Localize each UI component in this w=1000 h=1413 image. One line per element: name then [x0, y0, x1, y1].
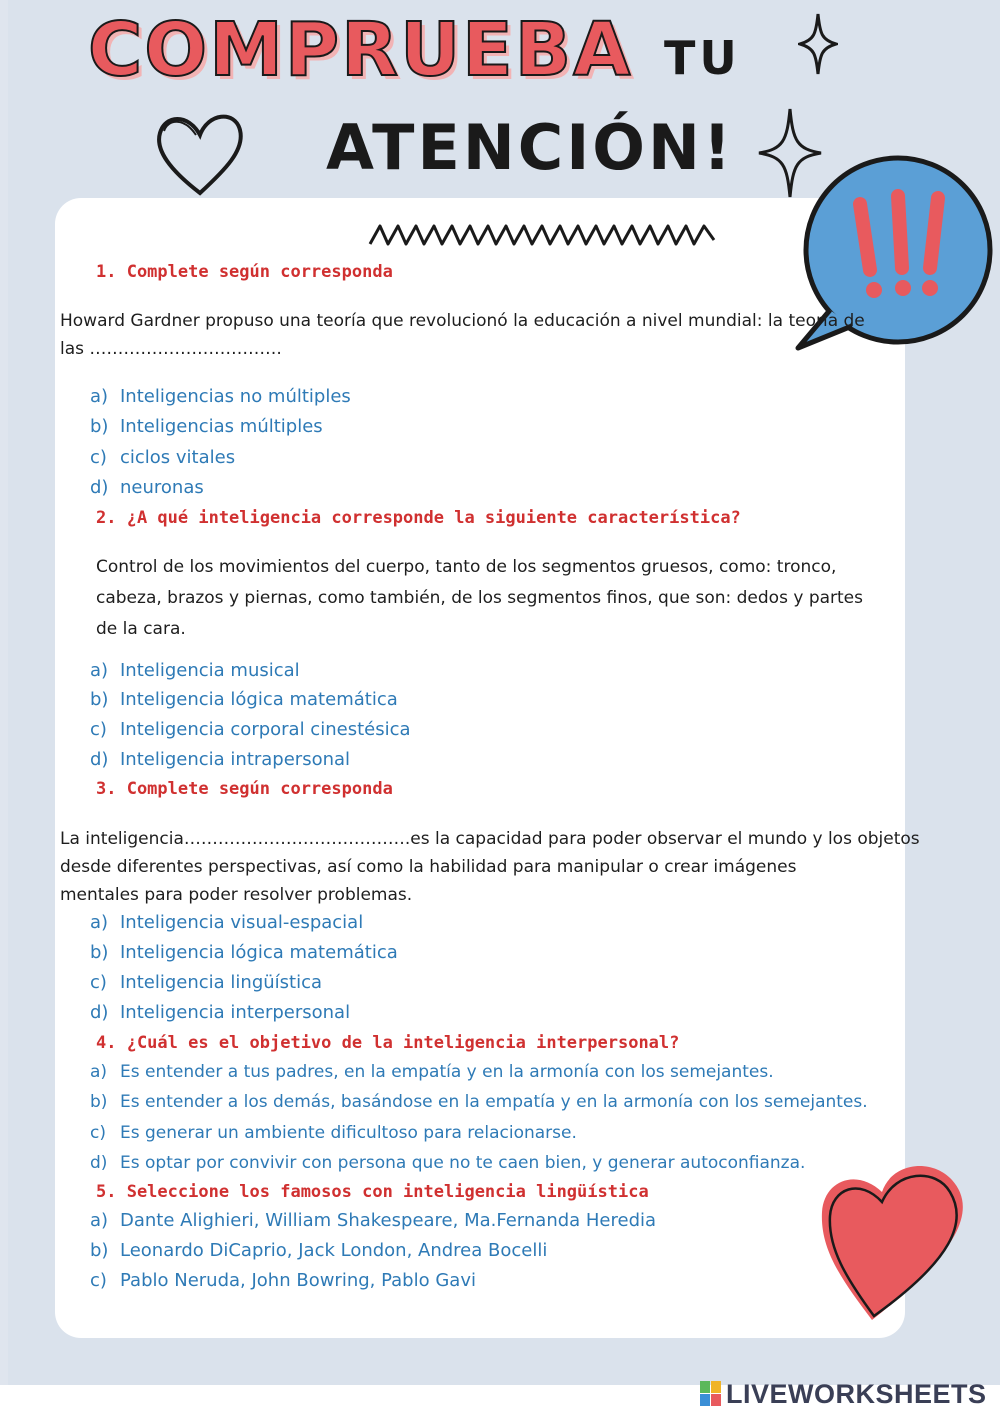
- text-line: desde diferentes perspectivas, así como la habilidad para manipular o crear imágenes: [60, 857, 797, 877]
- option-4b[interactable]: [90, 1090, 868, 1114]
- question-2-title: 2. ¿A qué inteligencia corresponde la siguiente característica?: [96, 508, 741, 528]
- option-1c[interactable]: [90, 446, 235, 470]
- option-2b[interactable]: [90, 688, 398, 712]
- heart-outline-icon: [150, 105, 250, 200]
- option-1d[interactable]: [90, 476, 204, 500]
- option-letter: d): [90, 477, 109, 498]
- question-1-title: 1. Complete según corresponda: [96, 262, 393, 282]
- option-letter: a): [90, 1210, 109, 1231]
- option-letter: c): [90, 447, 107, 468]
- option-text: Es generar un ambiente dificultoso para relacionarse.: [120, 1123, 577, 1143]
- option-text: Inteligencia lógica matemática: [120, 942, 398, 963]
- title-comprueba: COMPRUEBA: [88, 7, 633, 93]
- question-3-text: [60, 825, 920, 909]
- option-1a[interactable]: [90, 385, 351, 409]
- option-letter: c): [90, 1123, 106, 1143]
- heart-icon: [812, 1150, 992, 1330]
- option-2c[interactable]: [90, 718, 411, 742]
- option-3d[interactable]: [90, 1001, 350, 1025]
- squiggle-divider: [368, 220, 718, 250]
- question-3-title: 3. Complete según corresponda: [96, 779, 393, 799]
- option-text: Inteligencias no múltiples: [120, 386, 351, 407]
- option-text: Leonardo DiCaprio, Jack London, Andrea Bocelli: [120, 1240, 548, 1261]
- option-1b[interactable]: [90, 415, 323, 439]
- option-text: ciclos vitales: [120, 447, 236, 468]
- option-3a[interactable]: [90, 911, 363, 935]
- option-3c[interactable]: [90, 971, 322, 995]
- option-4a[interactable]: [90, 1060, 774, 1084]
- liveworksheets-text: LIVEWORKSHEETS: [726, 1378, 987, 1409]
- title-atencion: ATENCIÓN!: [326, 111, 735, 184]
- option-letter: d): [90, 1153, 108, 1173]
- title-tu: TU: [664, 31, 741, 85]
- option-letter: b): [90, 689, 109, 710]
- option-text: Inteligencia intrapersonal: [120, 749, 351, 770]
- question-1-text: [60, 307, 865, 363]
- option-letter: b): [90, 1240, 109, 1261]
- option-text: neuronas: [120, 477, 204, 498]
- option-text: Inteligencia lógica matemática: [120, 689, 398, 710]
- text-line: de la cara.: [96, 619, 186, 639]
- option-letter: c): [90, 972, 107, 993]
- option-letter: b): [90, 416, 109, 437]
- option-5b[interactable]: [90, 1239, 547, 1263]
- text-line: cabeza, brazos y piernas, como también, de los segmentos finos, que son: dedos y partes: [96, 588, 863, 608]
- option-2d[interactable]: [90, 748, 350, 772]
- option-4d[interactable]: [90, 1151, 805, 1175]
- option-3b[interactable]: [90, 941, 398, 965]
- option-text: Inteligencia musical: [120, 660, 300, 681]
- option-letter: a): [90, 1062, 108, 1082]
- option-5c[interactable]: [90, 1269, 476, 1293]
- option-text: Pablo Neruda, John Bowring, Pablo Gavi: [120, 1270, 476, 1291]
- option-letter: a): [90, 386, 109, 407]
- option-letter: d): [90, 1002, 109, 1023]
- option-letter: a): [90, 660, 109, 681]
- option-text: Es optar por convivir con persona que no te caen bien, y generar autoconfianza.: [120, 1153, 806, 1173]
- option-letter: c): [90, 1270, 107, 1291]
- text-line: Howard Gardner propuso una teoría que revolucionó la educación a nivel mundial: la teoría de: [60, 311, 865, 331]
- option-5a[interactable]: [90, 1209, 656, 1233]
- option-letter: a): [90, 912, 109, 933]
- option-text: Inteligencia visual-espacial: [120, 912, 364, 933]
- text-line: Control de los movimientos del cuerpo, tanto de los segmentos gruesos, como: tronco,: [96, 557, 837, 577]
- option-letter: b): [90, 942, 109, 963]
- option-text: Inteligencia corporal cinestésica: [120, 719, 411, 740]
- option-text: Dante Alighieri, William Shakespeare, Ma.Fernanda Heredia: [120, 1210, 657, 1231]
- question-2-text: [96, 552, 863, 645]
- option-text: Inteligencia interpersonal: [120, 1002, 351, 1023]
- option-letter: b): [90, 1092, 108, 1112]
- question-5-title: 5. Seleccione los famosos con inteligencia lingüística: [96, 1182, 649, 1202]
- liveworksheets-icon: [700, 1381, 722, 1407]
- option-text: Inteligencias múltiples: [120, 416, 323, 437]
- text-line: mentales para poder resolver problemas.: [60, 885, 413, 905]
- liveworksheets-logo[interactable]: [700, 1380, 987, 1408]
- text-line: La inteligencia………………………………….es la capacidad para poder observar el mundo y los objetos: [60, 829, 920, 849]
- option-4c[interactable]: [90, 1121, 577, 1145]
- option-text: Es entender a los demás, basándose en la empatía y en la armonía con los semejantes.: [120, 1092, 868, 1112]
- option-text: Inteligencia lingüística: [120, 972, 323, 993]
- option-text: Es entender a tus padres, en la empatía y en la armonía con los semejantes.: [120, 1062, 774, 1082]
- text-line: las …………………………….: [60, 339, 282, 359]
- question-4-title: 4. ¿Cuál es el objetivo de la inteligencia interpersonal?: [96, 1033, 680, 1053]
- option-letter: d): [90, 749, 109, 770]
- option-2a[interactable]: [90, 659, 300, 683]
- sparkle-icon: [798, 12, 838, 77]
- option-letter: c): [90, 719, 107, 740]
